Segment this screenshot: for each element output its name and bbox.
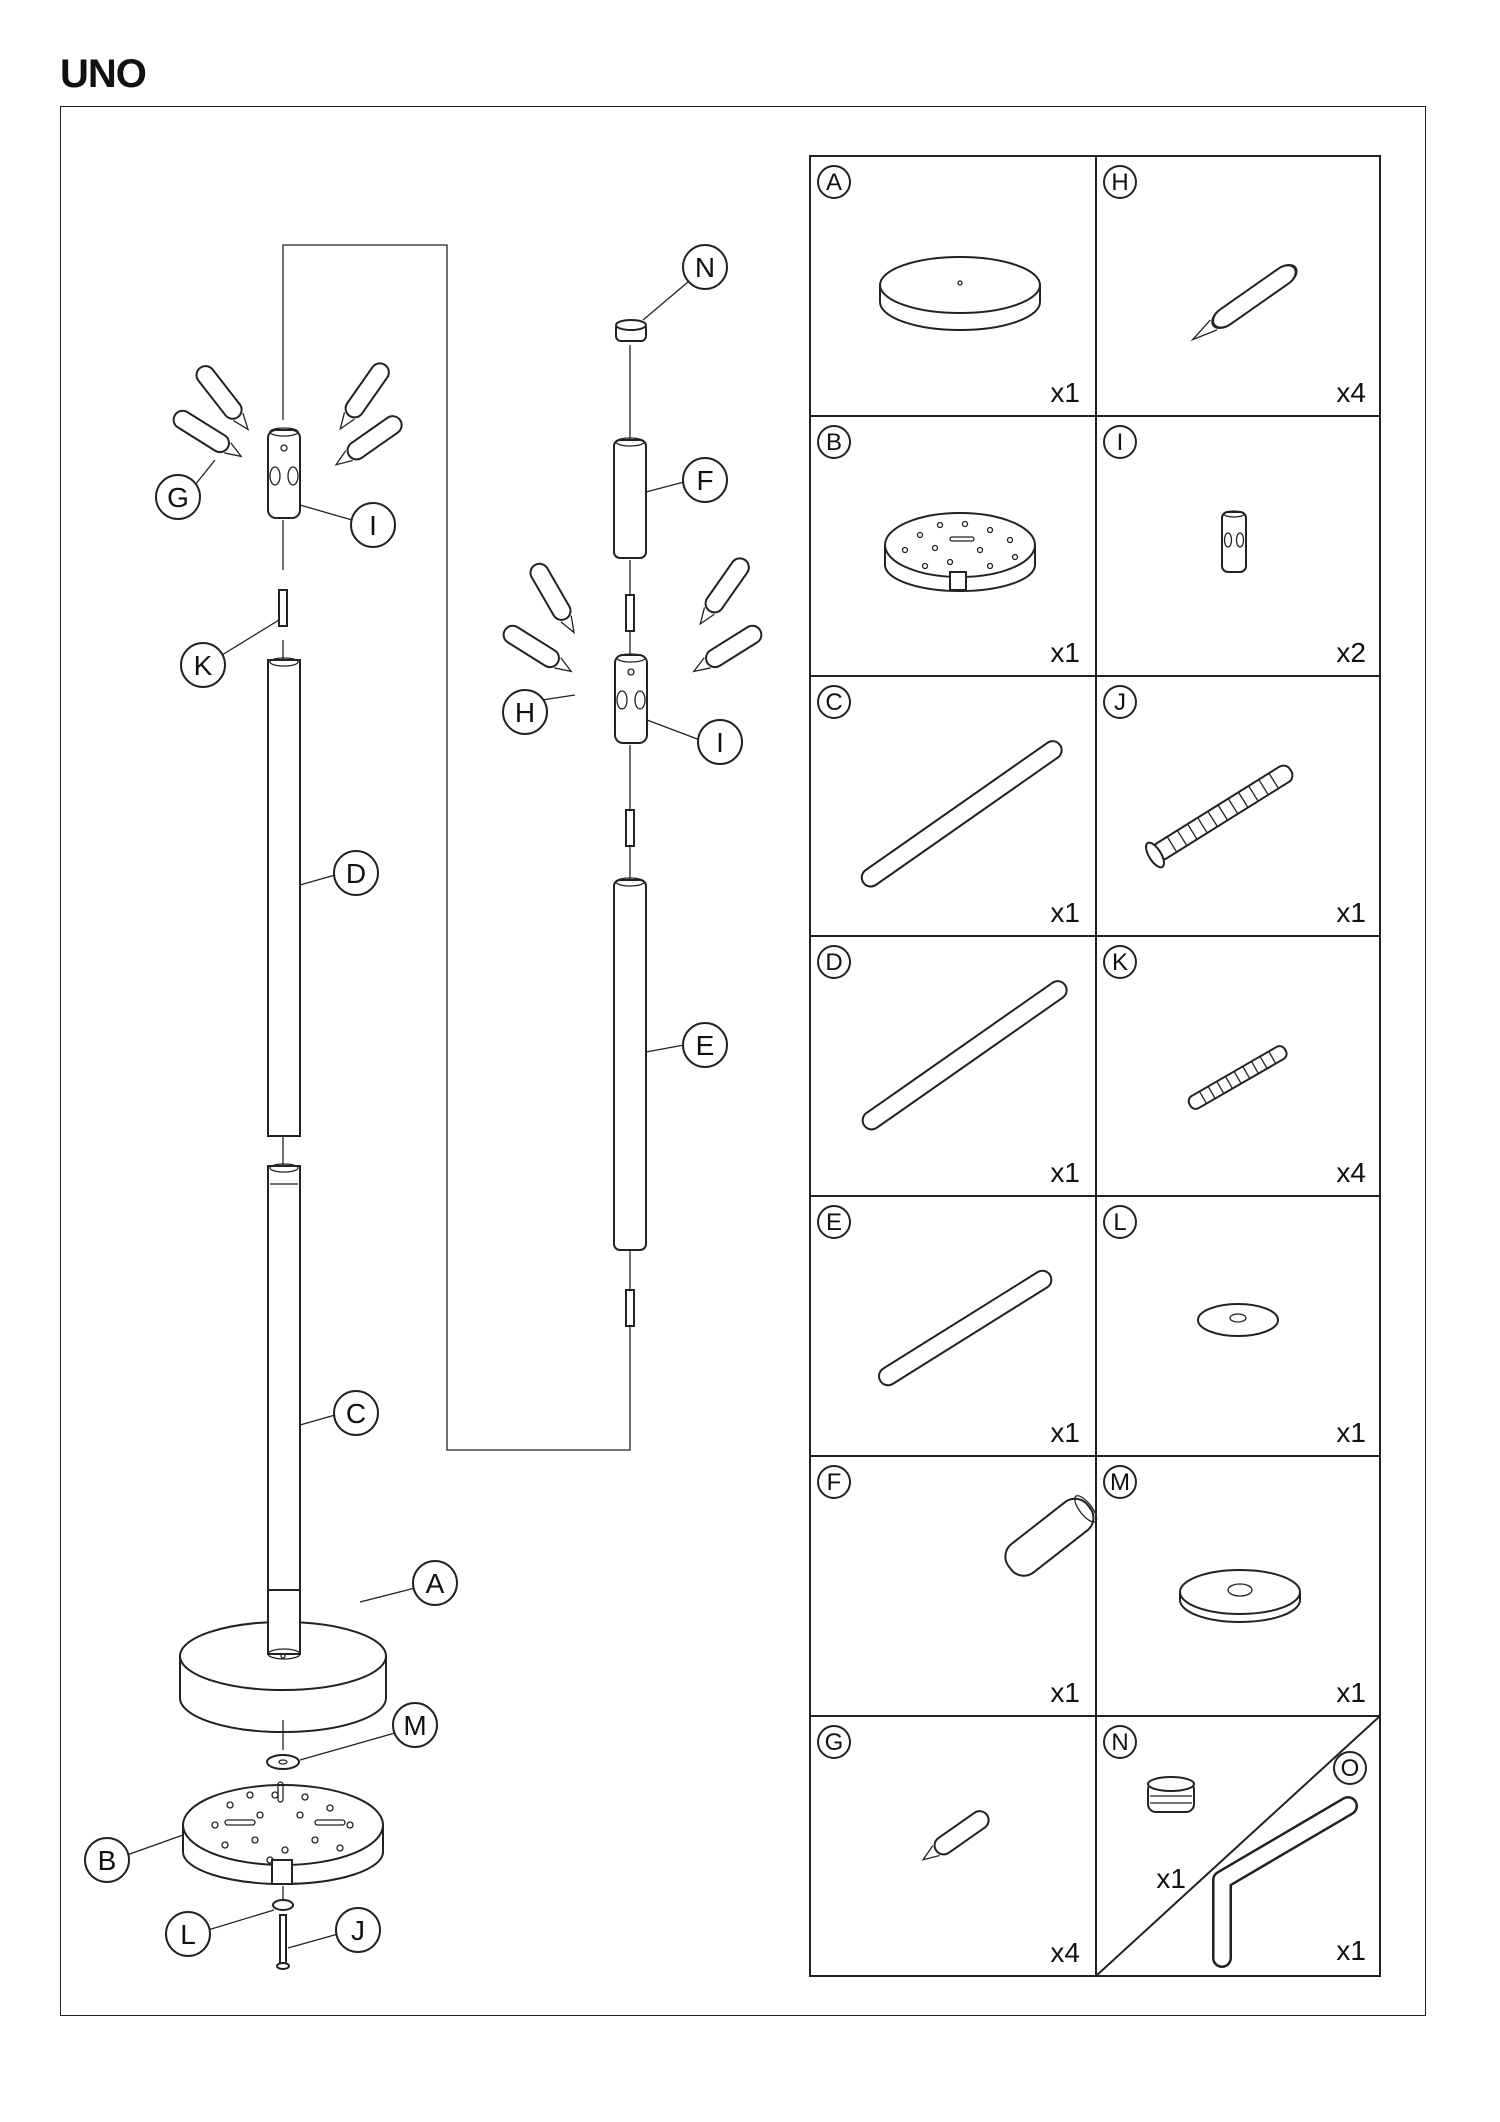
upper-tube	[614, 878, 646, 1250]
part-qty-o: x1	[1336, 1935, 1366, 1966]
part-tag-label-g: G	[824, 1729, 844, 1756]
callout-g-label: G	[167, 482, 189, 513]
end-cap-icon	[1148, 1777, 1194, 1812]
weighted-base-plate	[183, 1782, 383, 1884]
middle-tube-icon	[859, 978, 1070, 1133]
part-tag-label-d: D	[825, 949, 843, 976]
callout-i-left-label: I	[369, 510, 377, 541]
callout-c-label: C	[345, 1398, 367, 1429]
callout-b-label: B	[97, 1845, 117, 1876]
part-qty-n: x1	[1156, 1863, 1186, 1894]
part-qty-b: x1	[1050, 637, 1080, 668]
hook-connector-right	[615, 654, 647, 743]
part-tag-label-e: E	[825, 1209, 843, 1236]
part-tag-label-f: F	[826, 1469, 842, 1496]
callout-a-label: A	[425, 1568, 445, 1599]
upper-tube-icon	[876, 1267, 1055, 1388]
part-qty-f: x1	[1050, 1677, 1080, 1708]
part-tag-label-m: M	[1110, 1469, 1130, 1496]
connector-line	[283, 245, 630, 1450]
bolt-icon	[1142, 758, 1298, 870]
part-tag-label-j: J	[1114, 689, 1126, 716]
part-tag-label-l: L	[1113, 1209, 1127, 1236]
allen-key-icon	[1222, 1806, 1348, 1958]
short-tube	[614, 438, 646, 558]
part-qty-e: x1	[1050, 1417, 1080, 1448]
threaded-dowel-right-mid	[626, 810, 634, 846]
large-washer-left	[267, 1755, 299, 1769]
part-qty-c: x1	[1050, 897, 1080, 928]
round-base	[180, 1590, 386, 1732]
part-qty-l: x1	[1336, 1417, 1366, 1448]
weighted-base-plate-icon	[885, 513, 1035, 591]
callout-k-label: K	[193, 650, 213, 681]
part-tag-label-h: H	[1111, 169, 1129, 196]
part-tag-label-b: B	[825, 429, 843, 456]
lower-tube-icon	[858, 738, 1065, 890]
short-hook-peg-icon	[918, 1808, 992, 1867]
callout-l-label: L	[180, 1919, 196, 1950]
callout-j-label: J	[351, 1915, 365, 1946]
part-qty-g: x4	[1050, 1937, 1080, 1968]
lower-tube	[268, 1164, 300, 1620]
long-hook-peg-icon	[1188, 261, 1301, 347]
parts-grid	[810, 156, 1380, 1976]
part-tag-label-n: N	[1111, 1729, 1129, 1756]
short-tube-icon	[999, 1491, 1102, 1582]
small-washer-icon	[1198, 1304, 1278, 1336]
part-tag-label-c: C	[825, 689, 843, 716]
end-cap	[616, 320, 646, 341]
page-title: UNO	[60, 52, 146, 96]
callout-f-label: F	[696, 465, 714, 496]
part-qty-h: x4	[1336, 377, 1366, 408]
callout-m-label: M	[403, 1710, 427, 1741]
middle-tube	[268, 658, 300, 1136]
part-qty-k: x4	[1336, 1157, 1366, 1188]
part-qty-d: x1	[1050, 1157, 1080, 1188]
threaded-dowel-right-bottom	[626, 1290, 634, 1326]
part-tag-label-i: I	[1116, 429, 1124, 456]
small-washer-left	[273, 1900, 293, 1910]
callout-n-label: N	[694, 252, 716, 283]
hook-connector-icon	[1222, 511, 1246, 572]
part-tag-label-o: O	[1340, 1755, 1360, 1782]
part-qty-m: x1	[1336, 1677, 1366, 1708]
callout-i-right-label: I	[716, 727, 724, 758]
part-qty-i: x2	[1336, 637, 1366, 668]
bolt-left	[277, 1915, 289, 1969]
callout-d-label: D	[345, 858, 367, 889]
hook-connector-left	[268, 428, 300, 518]
large-washer-icon	[1180, 1570, 1300, 1622]
part-qty-j: x1	[1336, 897, 1366, 928]
round-base-icon	[880, 257, 1040, 330]
callout-e-label: E	[695, 1030, 715, 1061]
part-qty-a: x1	[1050, 377, 1080, 408]
callout-h-label: H	[514, 697, 536, 728]
part-tag-label-k: K	[1111, 949, 1129, 976]
threaded-dowel-icon	[1187, 1044, 1289, 1111]
threaded-dowel-left	[279, 590, 287, 626]
part-tag-label-a: A	[825, 169, 843, 196]
threaded-dowel-right-top	[626, 595, 634, 631]
